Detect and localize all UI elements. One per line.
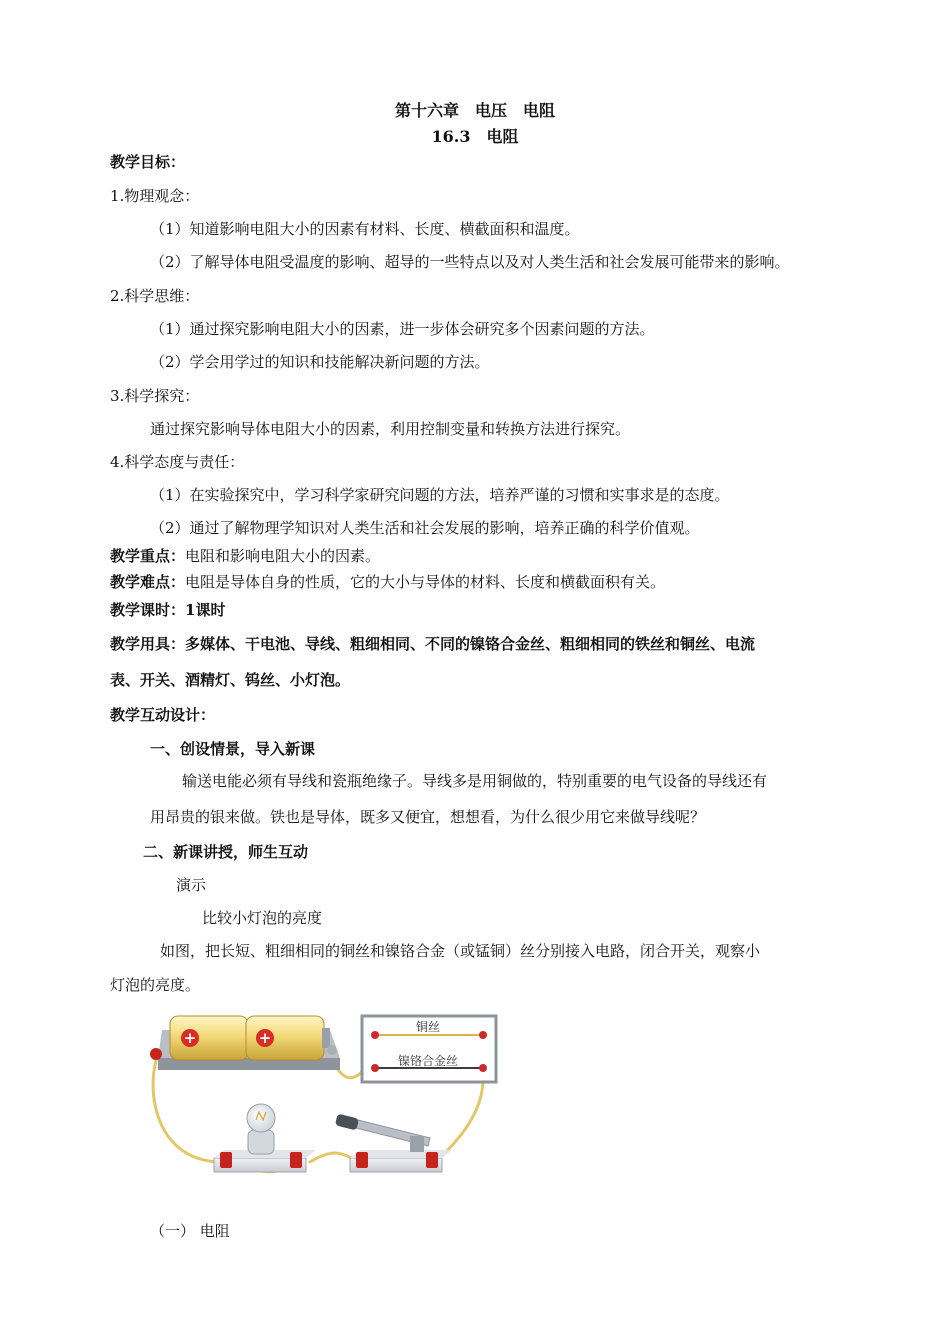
- goal-4-item-1: （1）在实验探究中，学习科学家研究问题的方法，培养严谨的习惯和实事求是的态度。: [150, 486, 730, 504]
- key-points: [110, 546, 380, 566]
- section-title: 16.3 电阻: [431, 127, 519, 146]
- hours: [110, 600, 225, 620]
- subsection-title: 电阻: [199, 1222, 230, 1240]
- difficulty-text: 电阻是导体自身的性质，它的大小与导体的材料、长度和横截面积有关。: [185, 573, 666, 591]
- goal-2-item-1: （1）通过探究影响电阻大小的因素，进一步体会研究多个因素问题的方法。: [150, 320, 655, 338]
- part-2-line-1: 如图，把长短、粗细相同的铜丝和镍铬合金（或锰铜）丝分别接入电路，闭合开关，观察小: [160, 942, 761, 960]
- key-points-label: 教学重点：: [110, 547, 186, 565]
- goal-2-title: 2.科学思维：: [110, 287, 200, 305]
- bulb-icon: [247, 1104, 275, 1132]
- difficulty-label: 教学难点：: [110, 573, 186, 591]
- battery-plus-1: +: [183, 1029, 197, 1047]
- goal-3-title: 3.科学探究：: [110, 387, 200, 405]
- part-2-title: 二、新课讲授，师生互动: [143, 843, 309, 861]
- switch-icon: [335, 1114, 452, 1172]
- goal-1-item-1: （1）知道影响电阻大小的因素有材料、长度、横截面积和温度。: [150, 220, 580, 238]
- battery-terminal-grey: [327, 1045, 337, 1055]
- battery-holder: [150, 1016, 340, 1070]
- goal-4-item-2: （2）通过了解物理学知识对人类生活和社会发展的影响，培养正确的科学价值观。: [150, 519, 700, 537]
- goal-4-title: 4.科学态度与责任：: [110, 453, 245, 471]
- battery-terminal-red: [150, 1048, 162, 1060]
- circuit-figure: [140, 1010, 520, 1200]
- difficulty: [110, 572, 665, 592]
- hours-label: 教学课时：: [110, 601, 186, 619]
- battery-plus-2: +: [258, 1029, 272, 1047]
- wire-board: [362, 1016, 496, 1082]
- battery-plus-icon-2: [256, 1029, 274, 1047]
- goal-1-title: 1.物理观念：: [110, 187, 200, 205]
- goals-heading: 教学目标：: [110, 153, 186, 171]
- part-1-line-2: 用昂贵的银来做。铁也是导体，既多又便宜，想想看，为什么很少用它来做导线呢？: [150, 808, 706, 826]
- goal-2-item-2: （2）学会用学过的知识和技能解决新问题的方法。: [150, 353, 490, 371]
- demo-label: 演示: [176, 876, 207, 894]
- subsection: [150, 1221, 230, 1241]
- demo-title: 比较小灯泡的亮度: [202, 909, 323, 927]
- part-1-title: 一、创设情景，导入新课: [150, 740, 316, 758]
- tools-line-2: 表、开关、酒精灯、钨丝、小灯泡。: [110, 671, 351, 689]
- part-1-line-1: 输送电能必须有导线和瓷瓶绝缘子。导线多是用铜做的，特别重要的电气设备的导线还有: [182, 772, 768, 790]
- tools-line-1: 教学用具：多媒体、干电池、导线、粗细相同、不同的镍铬合金丝、粗细相同的铁丝和铜丝、电流: [110, 635, 756, 653]
- subsection-number: （一）: [150, 1222, 196, 1240]
- key-points-text: 电阻和影响电阻大小的因素。: [185, 547, 381, 565]
- part-2-line-2: 灯泡的亮度。: [110, 976, 201, 994]
- goal-1-item-2: （2）了解导体电阻受温度的影响、超导的一些特点以及对人类生活和社会发展可能带来的影响。: [150, 253, 790, 271]
- lamp: [214, 1104, 316, 1172]
- nichrome-wire-label: 镍铬合金丝: [397, 1054, 459, 1068]
- hours-text: 1课时: [185, 601, 226, 619]
- battery-plus-icon-1: [181, 1029, 199, 1047]
- goal-3-item-1: 通过探究影响导体电阻大小的因素，利用控制变量和转换方法进行探究。: [150, 420, 631, 438]
- copper-wire-label: 铜丝: [415, 1020, 441, 1034]
- chapter-title: 第十六章 电压 电阻: [394, 101, 555, 120]
- design-heading: 教学互动设计：: [110, 706, 216, 724]
